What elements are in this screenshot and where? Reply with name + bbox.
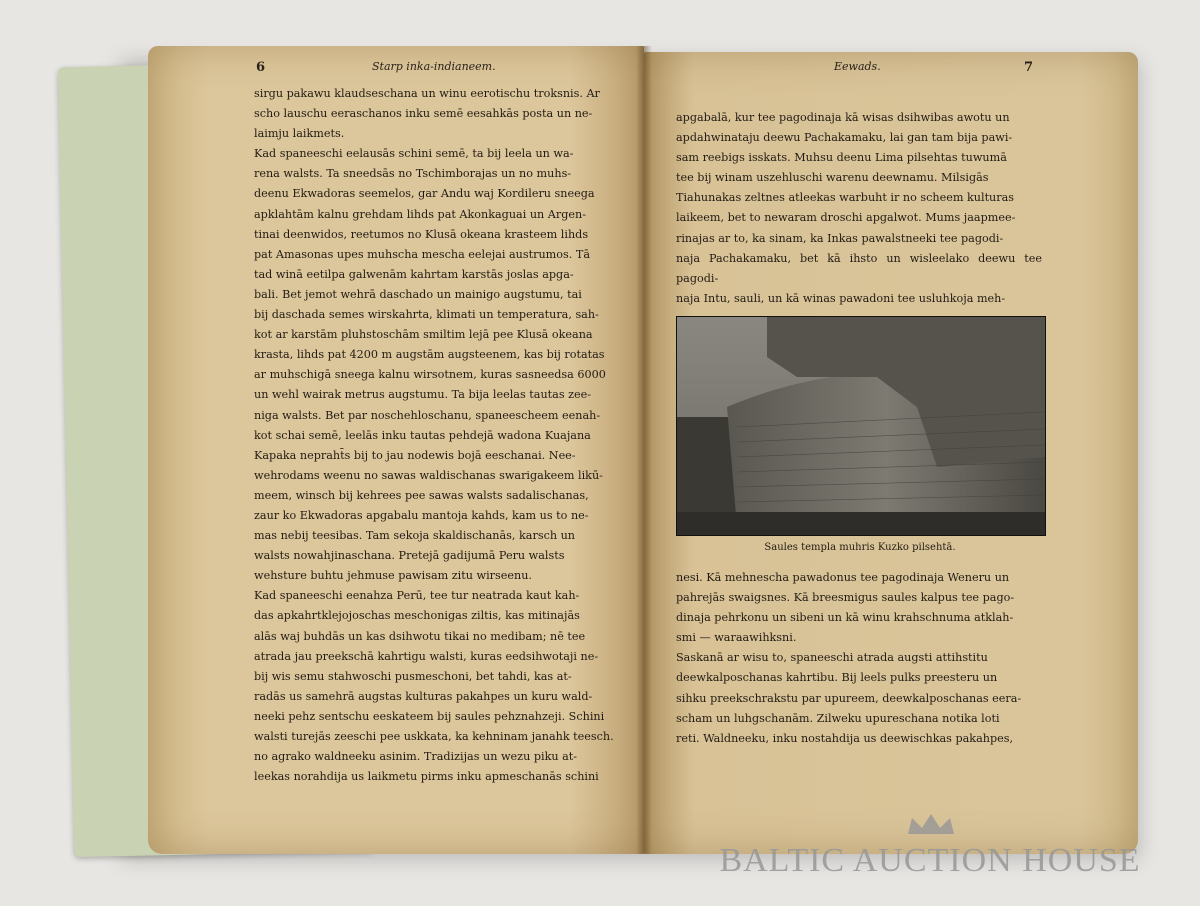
temple-wall-image (677, 317, 1045, 535)
right-page-text-bottom (676, 568, 1042, 749)
text-line: Kapaka nepraht̄s bij to jau nodewis bojā eeschanai. Nee- (254, 448, 576, 462)
text-line: krasta, lihds pat 4200 m augstām augsteenem, kas bij rotatas (254, 348, 605, 362)
text-line: naja Intu, sauli, un kā winas pawadoni tee usluhkoja meh- (676, 291, 1006, 305)
text-line: tinai deenwidos, reetumos no Klusā okeana krasteem lihds (254, 227, 589, 241)
text-line: atrada jau preekschā kahrtigu walsti, kuras eedsihwotaji ne- (254, 649, 599, 663)
text-line: deenu Ekwadoras seemelos, gar Andu waj Kordileru sneega (254, 187, 595, 201)
crown-icon (904, 812, 958, 840)
text-line: scham un luhgschanām. Zilweku upureschana notika loti (676, 711, 1000, 725)
text-line: Kad spaneeschi eelausās schini semē, ta bij leela un wa- (254, 147, 574, 161)
text-line: walsts nowahjinaschana. Pretejā gadijumā Peru walsts (254, 549, 565, 563)
text-line: laikeem, bet to newaram droschi apgalwot. Mums jaapmee- (676, 211, 1016, 225)
text-line: meem, winsch bij kehrees pee sawas walsts sadalischanas, (254, 488, 589, 502)
watermark-text: BALTIC AUCTION HOUSE (719, 842, 1141, 879)
text-line: kot schai semē, leelās inku tautas pehdejā wadona Kuajana (254, 428, 591, 442)
text-line: apgabalā, kur tee pagodinaja kā wisas dsihwibas awotu un (676, 111, 1010, 124)
left-page-text (254, 84, 618, 787)
text-line: rena walsts. Ta sneedsās no Tschimborajas un no muhs- (254, 167, 572, 181)
photo-caption: Saules templa muhris Kuzko pilsehtā. (764, 542, 956, 553)
text-line: alās waj buhdās un kas dsihwotu tikai no medibam; nē tee (254, 629, 586, 643)
left-running-head: Starp inka-indianeem. (372, 60, 496, 73)
right-running-head: Eewads. (834, 60, 881, 73)
text-line: smi — waraawihksni. (676, 631, 797, 645)
left-page-number: 6 (256, 60, 266, 75)
text-line: radās us samehrā augstas kulturas pakahpes un kuru wald- (254, 689, 593, 703)
text-line: ar muhschigā sneega kalnu wirsotnem, kuras sasneedsa 6000 (254, 368, 606, 382)
text-line: zaur ko Ekwadoras apgabalu mantoja kahds, kam us to ne- (254, 508, 589, 522)
text-line: no agrako waldneeku asinim. Tradizijas un wezu piku at- (254, 750, 578, 764)
text-line: laimju laikmets. (254, 127, 345, 141)
text-line: apklahtām kalnu grehdam lihds pat Akonkaguai un Argen- (254, 207, 587, 221)
text-line: bij wis semu stahwoschi pusmeschoni, bet tahdi, kas at- (254, 669, 572, 683)
text-line: sirgu pakawu klaudseschana un winu eerotischu troksnis. Ar (254, 87, 600, 100)
text-line: pat Amasonas upes muhscha mescha eelejai austrumos. Tā (254, 247, 591, 261)
right-page-text-top (676, 108, 1042, 309)
text-line: Tiahunakas zeltnes atleekas warbuht ir no scheem kulturas (676, 191, 1015, 205)
text-line: wehsture buhtu jehmuse pawisam zitu wirseenu. (254, 569, 532, 583)
text-line: tad winā eetilpa galwenām kahrtam karstās joslas apga- (254, 267, 574, 281)
text-line: naja Pachakamaku, bet kā ihsto un wisleelako deewu tee pagodi- (676, 251, 1042, 285)
text-line: sam reebigs isskats. Muhsu deenu Lima pilsehtas tuwumā (676, 151, 1007, 165)
text-line: pahrejās swaigsnes. Kā breesmigus saules kalpus tee pago- (676, 591, 1015, 605)
text-line: un wehl wairak metrus augstumu. Ta bija leelas tautas zee- (254, 388, 592, 402)
text-line: scho lauschu eeraschanos inku semē eesahkās posta un ne- (254, 107, 593, 121)
text-line: Saskanā ar wisu to, spaneeschi atrada augsti attihstitu (676, 651, 988, 665)
text-line: reti. Waldneeku, inku nostahdija us deewischkas pakahpes, (676, 731, 1014, 745)
text-line: nesi. Kā mehnescha pawadonus tee pagodinaja Weneru un (676, 571, 1010, 584)
text-line: das apkahrtklejojoschas meschonigas ziltis, kas mitinajās (254, 609, 580, 623)
text-line: leekas norahdija us laikmetu pirms inku apmeschanās schini (254, 770, 599, 784)
text-line: wehrodams weenu no sawas waldischanas swarigakeem likū- (254, 468, 603, 482)
text-line: deewkalposchanas kahrtibu. Bij leels pulks preesteru un (676, 671, 998, 685)
text-line: sihku preekschrakstu par upureem, deewkalposchanas eera- (676, 691, 1022, 705)
text-line: mas nebij teesibas. Tam sekoja skaldischanās, karsch un (254, 529, 576, 543)
text-line: kot ar karstām pluhstoschām smiltim lejā pee Klusā okeana (254, 328, 593, 342)
text-line: bali. Bet jemot wehrā daschado un mainigo augstumu, tai (254, 287, 582, 301)
right-page-header (1024, 60, 1033, 75)
text-line: neeki pehz sentschu eeskateem bij saules pehznahzeji. Schini (254, 709, 605, 723)
text-line: apdahwinataju deewu Pachakamaku, lai gan tam bija pawi- (676, 131, 1013, 145)
book-gutter (636, 46, 652, 854)
left-page-header (256, 60, 265, 75)
text-line: niga walsts. Bet par noschehloschanu, spaneescheem eenah- (254, 408, 601, 422)
text-line: bij daschada semes wirskahrta, klimati un temperatura, sah- (254, 308, 599, 322)
right-page-number: 7 (1024, 60, 1034, 75)
text-line: tee bij winam uszehluschi warenu deewnamu. Milsigās (676, 171, 989, 185)
text-line: rinajas ar to, ka sinam, ka Inkas pawalstneeki tee pagodi- (676, 231, 1004, 245)
temple-wall-photo (676, 316, 1046, 536)
text-line: walsti turejās zeeschi pee uskkata, ka kehninam janahk teesch. (254, 730, 614, 743)
text-line: dinaja pehrkonu un sibeni un kā winu krahschnuma atklah- (676, 611, 1014, 625)
text-line: Kad spaneeschi eenahza Perū, tee tur neatrada kaut kah- (254, 589, 580, 603)
